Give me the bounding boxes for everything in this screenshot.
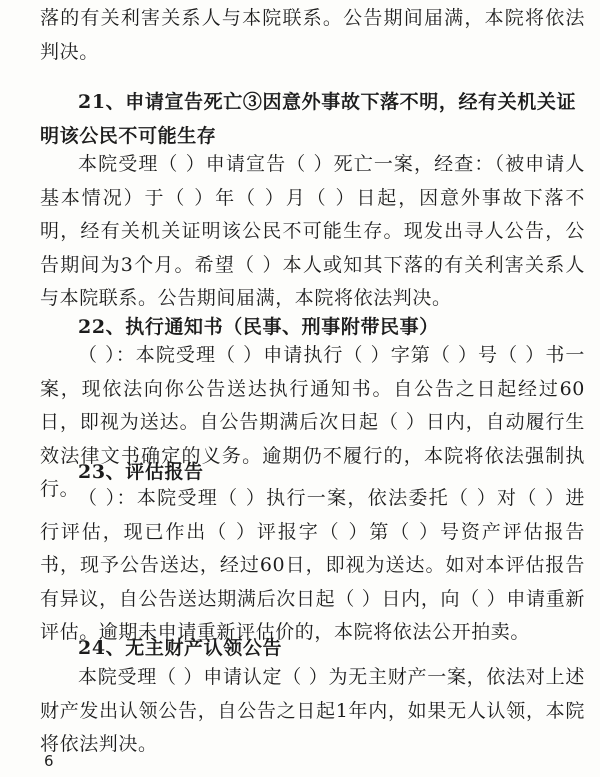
paragraph-21: 本院受理（ ）申请宣告（ ）死亡一案，经查：（被申请人基本情况）于（ ）年（ ）月（ ）日起，因意外事故下落不明，经有关机关证明该公民不可能生存。现发出寻人公告，公告期间为3个月。希望（ ）本人或知其下落的有关利害关系人与本院联系。公告期间届满，本院将依法判决。 bbox=[40, 153, 585, 309]
heading-21: 21、申请宣告死亡③因意外事故下落不明，经有关机关证明该公民不可能生存 bbox=[40, 91, 577, 147]
heading-22: 22、执行通知书（民事、刑事附带民事） bbox=[78, 316, 439, 338]
paragraph-22: （ ）：本院受理（ ）申请执行（ ）字第（ ）号（ ）书一案，现依法向你公告送达执行通知书。自公告之日起经过60日，即视为送达。自公告期满后次日起（ ）日内，自动履行生效法律文书确定的义务。逾期仍不履行的，本院将依法强制执行。 bbox=[40, 344, 585, 500]
paragraph-23: （ ）：本院受理（ ）执行一案，依法委托（ ）对（ ）进行评估，现已作出（ ）评报字（ ）第（ ）号资产评估报告书，现予公告送达，经过60日，即视为送达。如对本评估报告有异议，自公告送达期满后次日起（ ）日内，向（ ）申请重新评估。逾期未申请重新评估价的，本院将依法公开拍卖。 bbox=[40, 487, 585, 643]
heading-23: 23、评估报告 bbox=[78, 461, 204, 483]
heading-24: 24、无主财产认领公告 bbox=[78, 637, 283, 659]
page-number: 6 bbox=[44, 752, 54, 770]
paragraph-24: 本院受理（ ）申请认定（ ）为无主财产一案，依法对上述财产发出认领公告，自公告之日起1年内，如果无人认领，本院将依法判决。 bbox=[40, 666, 585, 755]
paragraph-20-tail: 落的有关利害关系人与本院联系。公告期间届满，本院将依法判决。 bbox=[40, 7, 585, 63]
